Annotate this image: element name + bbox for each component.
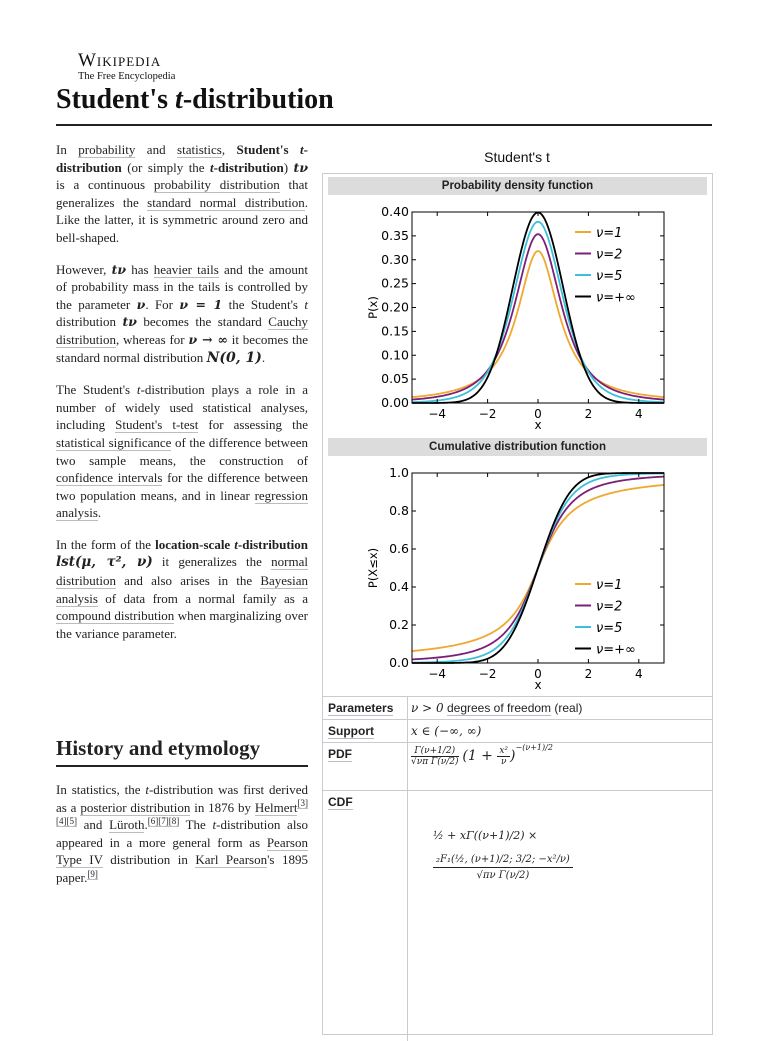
text: and the amount of probability mass in the tails is controlled by the parameter — [56, 261, 308, 312]
y-tick-label: 0.2 — [389, 617, 409, 632]
text: In statistics, the — [56, 782, 146, 797]
y-tick-label: 0.05 — [381, 371, 409, 387]
text: and — [77, 817, 110, 833]
history-section — [56, 781, 308, 901]
y-tick-label: 0.25 — [381, 275, 409, 291]
text: . Like the latter, it is symmetric around zero and bell-shaped. — [56, 194, 308, 245]
x-tick-label: 4 — [634, 667, 643, 681]
text: ) — [283, 159, 294, 175]
intro-paragraph-1 — [56, 141, 308, 247]
pdf-formula: $\frac{\Gamma(\nu+1/2)}{\text{√νπ Γ(ν/2)}}$ (1 + $\frac{\text{x²}}{\nu}$ )$^{-(\nu+1)/2}$ — [411, 743, 553, 767]
math: ν > 0 — [411, 701, 444, 715]
title-part: t — [175, 84, 183, 115]
legend-label: ν=+∞ — [596, 290, 636, 306]
math: tν — [293, 159, 308, 175]
text: of data from a normal family as a — [97, 590, 308, 606]
history-paragraph — [56, 781, 308, 887]
link-probability-distribution[interactable]: probability distribution — [153, 177, 280, 193]
bold-term: t — [210, 159, 214, 175]
text: -distribution plays a role in a number of widely used statistical analyses, including — [56, 382, 308, 433]
link-regression-analysis[interactable]: regression analysis — [56, 487, 308, 521]
text: is a continuous — [56, 177, 154, 193]
text: distribution in — [102, 852, 196, 868]
cdf-header: Cumulative distribution function — [328, 438, 707, 456]
link-students-t-test[interactable]: Student's t-test — [115, 417, 199, 433]
math: ν — [136, 296, 146, 312]
link-karl-pearson[interactable]: Karl Pearson — [195, 852, 268, 868]
infobox-row-cdf — [323, 790, 712, 1041]
text: has — [126, 261, 154, 277]
link-degrees-of-freedom[interactable]: degrees of freedom — [446, 701, 552, 715]
row-label[interactable]: Support — [328, 724, 374, 738]
text: the Student's — [222, 296, 305, 312]
text: However, — [56, 261, 112, 277]
text: In the form of the — [56, 536, 156, 552]
intro-paragraph-2 — [56, 261, 308, 368]
math: ν → ∞ — [188, 331, 228, 347]
infobox-row-pdf — [323, 742, 712, 791]
legend-label: ν=2 — [596, 599, 623, 615]
citation-link[interactable]: [3][4][5] — [56, 798, 308, 826]
bold-term: -distribution — [56, 142, 308, 175]
y-tick-label: 0.35 — [381, 227, 409, 243]
text: distribution — [56, 314, 123, 330]
cdf-denominator: √πν Γ(ν/2) — [476, 870, 530, 881]
text: -distribution was first derived as a — [56, 782, 308, 815]
text: In — [56, 142, 79, 157]
title-part: Student's — [56, 84, 176, 115]
link-statistics[interactable]: statistics — [177, 142, 222, 157]
y-tick-label: 0.30 — [381, 251, 409, 267]
intro-paragraph-4 — [56, 536, 308, 643]
pdf-header: Probability density function — [328, 177, 707, 195]
link-heavier-tails[interactable]: heavier tails — [153, 261, 219, 277]
math: tν — [111, 261, 127, 277]
y-tick-label: 0.00 — [381, 395, 409, 410]
x-tick-label: 0 — [534, 667, 542, 681]
cdf-formula — [433, 829, 573, 881]
title-part: -distribution — [182, 84, 334, 115]
math: tν — [122, 314, 137, 330]
x-axis-label: x — [534, 678, 542, 692]
math: ν = 1 — [179, 296, 223, 312]
link-posterior-distribution[interactable]: posterior distribution — [80, 799, 191, 815]
link-confidence-intervals[interactable]: confidence intervals — [56, 470, 163, 486]
text: , whereas for — [115, 331, 189, 347]
text: and — [135, 142, 178, 157]
link-bayesian-analysis[interactable]: Bayesian analysis — [56, 573, 308, 606]
y-tick-label: 0.15 — [381, 323, 409, 339]
link-statistical-significance[interactable]: statistical significance — [56, 434, 172, 450]
text: it generalizes the — [152, 554, 272, 570]
row-value — [411, 701, 582, 715]
x-tick-label: −2 — [478, 667, 497, 681]
link-luroth[interactable]: Lüroth — [109, 817, 145, 833]
link-probability[interactable]: probability — [78, 142, 136, 157]
text: for assessing the — [198, 417, 308, 433]
link-compound-distribution[interactable]: compound distribution — [56, 608, 175, 624]
page-title — [56, 84, 334, 116]
legend-label: ν=1 — [596, 578, 623, 593]
text: of the difference between two sample means, the construction of — [56, 434, 309, 468]
text: . — [97, 505, 102, 521]
cdf-chart — [323, 460, 712, 696]
title-divider — [56, 124, 712, 126]
legend-label: ν=2 — [596, 247, 623, 263]
link-pearson-type-iv[interactable]: Pearson Type IV — [56, 834, 308, 868]
text: (or simply the — [121, 159, 211, 175]
link-normal-distribution[interactable]: normal distribution — [56, 554, 308, 589]
x-tick-label: 4 — [634, 407, 643, 421]
wikipedia-logo[interactable]: Wikipedia — [78, 50, 162, 71]
row-label[interactable]: Parameters — [328, 701, 394, 715]
y-tick-label: 1.0 — [389, 465, 409, 480]
x-tick-label: 0 — [534, 407, 542, 421]
text: 's 1895 paper. — [56, 852, 308, 885]
x-tick-label: −2 — [478, 407, 497, 421]
text: t — [212, 817, 217, 833]
section-heading-history: History and etymology — [56, 736, 308, 767]
row-value: x ∈ (−∞, ∞) — [411, 724, 482, 738]
link-real[interactable]: (real) — [554, 701, 583, 715]
legend-label: ν=5 — [596, 621, 623, 636]
link-standard-normal-distribution[interactable]: standard normal distribution — [147, 194, 305, 210]
text: becomes the standard — [136, 314, 269, 330]
math: N(0, 1) — [206, 349, 262, 366]
y-tick-label: 0.40 — [381, 204, 409, 219]
wikipedia-tagline: The Free Encyclopedia — [78, 71, 176, 82]
intro-paragraph-3 — [56, 381, 308, 522]
y-axis-label: P(x) — [366, 296, 380, 319]
legend-label: ν=1 — [596, 226, 623, 241]
text: t — [136, 382, 141, 398]
pdf-chart — [323, 200, 712, 436]
y-tick-label: 0.4 — [389, 579, 409, 594]
legend-label: ν=+∞ — [596, 642, 636, 658]
text: for the difference between two population means, and in linear — [56, 470, 308, 503]
text: -distribution also appeared in a more general form as — [56, 817, 308, 850]
x-tick-label: −4 — [428, 407, 447, 421]
y-tick-label: 0.6 — [389, 541, 409, 556]
text: The Student's — [56, 382, 137, 398]
cdf-line-1: ½ + xΓ((ν+1)/2) × — [433, 829, 538, 842]
text: that generalizes the — [56, 177, 308, 210]
legend-label: ν=5 — [596, 269, 623, 284]
article-body — [56, 141, 308, 656]
text: t — [145, 782, 149, 797]
infobox — [322, 173, 713, 1035]
x-axis-label: x — [534, 418, 542, 432]
text: . — [261, 349, 266, 365]
text: and also arises in the — [115, 573, 261, 589]
y-tick-label: 0.0 — [389, 655, 409, 670]
bold-term: -distribution — [213, 159, 284, 175]
y-axis-label: P(X≤x) — [366, 547, 380, 589]
infobox-caption: Student's t — [484, 149, 550, 165]
plot-area — [412, 212, 664, 403]
text: it becomes the standard normal distribution — [56, 331, 309, 365]
bold-term: t — [300, 142, 304, 157]
link-helmert[interactable]: Helmert — [254, 799, 298, 815]
x-tick-label: −4 — [428, 667, 447, 681]
text: t — [304, 296, 309, 312]
x-tick-label: 2 — [584, 667, 593, 681]
y-tick-label: 0.8 — [389, 503, 409, 518]
bold-term: t — [234, 536, 238, 552]
bold-term: -distribution — [237, 536, 308, 552]
y-tick-label: 0.10 — [381, 347, 409, 363]
text: , — [221, 142, 237, 157]
row-label[interactable]: PDF — [328, 747, 352, 761]
text: when marginalizing over the variance parameter. — [56, 608, 308, 641]
infobox-row-parameters — [323, 696, 712, 720]
link-cauchy-distribution[interactable]: Cauchy distribution — [56, 314, 309, 347]
infobox-row-support — [323, 719, 712, 743]
bold-term: Student's — [236, 142, 301, 157]
bold-term: location-scale — [155, 536, 235, 552]
cdf-numerator: ₂F₁(½, (ν+1)/2; 3/2; −x²/ν) — [433, 854, 573, 868]
y-tick-label: 0.20 — [381, 299, 409, 315]
citation-link[interactable]: [9] — [87, 868, 98, 879]
citation-link[interactable]: [6][7][8] — [147, 815, 180, 826]
math: lst(μ, τ², ν) — [56, 554, 153, 571]
row-label[interactable]: CDF — [328, 795, 353, 809]
text: in 1876 by — [190, 799, 255, 815]
text: . — [144, 817, 148, 833]
text: . For — [145, 296, 180, 312]
x-tick-label: 2 — [584, 407, 593, 421]
text: The — [179, 817, 213, 833]
